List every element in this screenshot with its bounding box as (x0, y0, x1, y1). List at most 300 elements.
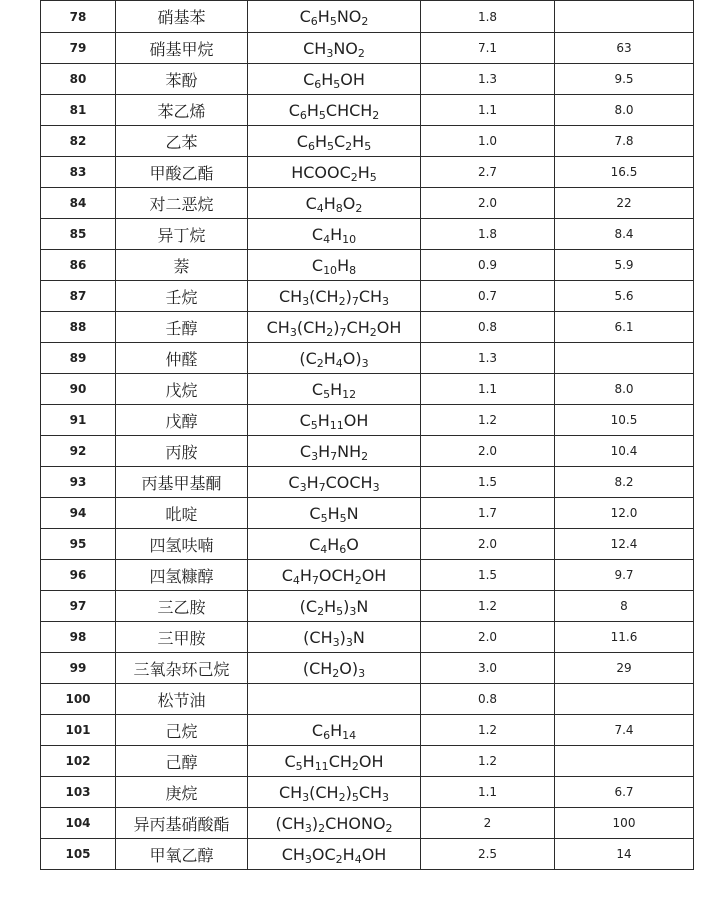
formula-subscript: 14 (342, 728, 357, 742)
formula-subscript: 2 (332, 666, 340, 680)
compound-name-cell: 甲酸乙酯 (116, 157, 248, 188)
formula-cell (248, 529, 421, 560)
lower-limit-cell: 1.8 (421, 1, 555, 33)
formula-text: ) (333, 317, 340, 337)
table-row (41, 219, 694, 250)
upper-limit-cell: 14 (555, 839, 694, 870)
upper-limit-cell: 10.5 (555, 405, 694, 436)
formula-text: NH (337, 441, 362, 461)
formula-text: H (317, 7, 330, 26)
lower-limit-cell: 1.2 (421, 405, 555, 436)
compound-name-cell: 萘 (116, 250, 248, 281)
table-row (41, 126, 694, 157)
formula-text: (CH (309, 782, 339, 802)
lower-limit-cell: 1.5 (421, 560, 555, 591)
lower-limit-cell: 1.5 (421, 467, 555, 498)
table-row (41, 95, 694, 126)
formula-text: H (330, 224, 343, 244)
row-number-cell: 82 (41, 126, 116, 157)
formula-subscript: 3 (332, 635, 340, 649)
upper-limit-cell (555, 1, 694, 33)
formula-text: H (321, 69, 334, 89)
compound-name-cell: 三氧杂环己烷 (116, 653, 248, 684)
lower-limit-cell: 1.2 (421, 746, 555, 777)
row-number-cell: 88 (41, 312, 116, 343)
formula-text: (C (299, 596, 318, 616)
upper-limit-cell: 8.4 (555, 219, 694, 250)
row-number-cell: 92 (41, 436, 116, 467)
row-number-cell: 79 (41, 33, 116, 64)
row-number-cell: 99 (41, 653, 116, 684)
formula-subscript: 4 (335, 356, 343, 370)
upper-limit-cell: 10.4 (555, 436, 694, 467)
formula-subscript: 5 (369, 170, 377, 184)
formula-subscript: 2 (369, 325, 377, 339)
formula-text: H (299, 565, 312, 585)
formula-subscript: 3 (311, 449, 319, 463)
formula-text: N (352, 627, 365, 647)
formula-text: H (327, 534, 340, 554)
formula-subscript: 10 (323, 263, 338, 277)
formula-cell (248, 64, 421, 95)
table-row (41, 33, 694, 64)
compound-name-cell: 四氢糠醇 (116, 560, 248, 591)
formula-text: C (311, 379, 324, 399)
formula-subscript: 5 (318, 108, 326, 122)
formula-text: (C (299, 348, 317, 368)
formula-text: OH (361, 565, 387, 585)
upper-limit-cell: 12.4 (555, 529, 694, 560)
formula-text: O) (342, 348, 362, 368)
upper-limit-cell: 5.9 (555, 250, 694, 281)
formula-subscript: 6 (339, 542, 347, 556)
formula-subscript: 2 (385, 821, 393, 835)
formula-subscript: 3 (304, 852, 312, 866)
formula-text: C (299, 441, 312, 461)
formula-cell (248, 281, 421, 312)
formula-text: CH (281, 844, 305, 864)
upper-limit-cell: 9.7 (555, 560, 694, 591)
table-row (41, 839, 694, 870)
formula-text: NO (336, 7, 362, 26)
formula-text: OH (340, 69, 365, 89)
lower-limit-cell: 1.0 (421, 126, 555, 157)
table-row (41, 653, 694, 684)
formula-text: (CH (303, 627, 333, 647)
table-row (41, 374, 694, 405)
formula-text: C (299, 410, 311, 430)
table-row (41, 343, 694, 374)
table-row (41, 560, 694, 591)
formula-text: CH (358, 286, 383, 306)
formula-text: H (337, 255, 350, 275)
compound-name-cell: 硝基甲烷 (116, 33, 248, 64)
formula-subscript: 5 (329, 15, 337, 28)
formula-text: CH (278, 286, 303, 306)
compound-name-cell: 苯乙烯 (116, 95, 248, 126)
formula-text: H (352, 131, 365, 151)
formula-subscript: 2 (351, 759, 359, 773)
formula-subscript: 4 (292, 573, 300, 587)
formula-cell (248, 126, 421, 157)
formula-subscript: 5 (351, 790, 359, 804)
row-number-cell: 102 (41, 746, 116, 777)
formula-cell (248, 374, 421, 405)
upper-limit-cell: 7.8 (555, 126, 694, 157)
row-number-cell: 105 (41, 839, 116, 870)
compound-name-cell: 松节油 (116, 684, 248, 715)
upper-limit-cell: 8.0 (555, 95, 694, 126)
row-number-cell: 84 (41, 188, 116, 219)
table-row (41, 715, 694, 746)
lower-limit-cell: 1.2 (421, 715, 555, 746)
row-number-cell: 87 (41, 281, 116, 312)
table-row (41, 777, 694, 808)
lower-limit-cell: 0.8 (421, 684, 555, 715)
upper-limit-cell: 63 (555, 33, 694, 64)
formula-subscript: 11 (314, 759, 329, 773)
formula-text: C (281, 565, 293, 585)
upper-limit-cell: 5.6 (555, 281, 694, 312)
formula-subscript: 11 (329, 418, 344, 432)
formula-text: OC (311, 844, 336, 864)
compound-name-cell: 己醇 (116, 746, 248, 777)
upper-limit-cell: 8.2 (555, 467, 694, 498)
formula-text: O) (339, 658, 359, 678)
formula-text: N (346, 503, 359, 523)
compound-name-cell: 丙胺 (116, 436, 248, 467)
formula-cell (248, 436, 421, 467)
formula-subscript: 3 (326, 46, 334, 60)
formula-cell (248, 219, 421, 250)
formula-subscript: 3 (372, 480, 380, 494)
formula-subscript: 2 (355, 201, 363, 215)
compound-name-cell: 异丙基硝酸酯 (116, 808, 248, 839)
formula-text: H (342, 844, 355, 864)
formula-subscript: 10 (342, 232, 357, 246)
upper-limit-cell: 6.1 (555, 312, 694, 343)
row-number-cell: 104 (41, 808, 116, 839)
formula-text: OH (358, 751, 384, 771)
formula-subscript: 2 (317, 604, 325, 618)
upper-limit-cell: 100 (555, 808, 694, 839)
row-number-cell: 95 (41, 529, 116, 560)
formula-subscript: 2 (361, 449, 369, 463)
formula-cell (248, 777, 421, 808)
formula-subscript: 3 (349, 604, 357, 618)
formula-text: OH (361, 844, 387, 864)
compound-name-cell: 对二恶烷 (116, 188, 248, 219)
formula-subscript: 7 (339, 325, 347, 339)
formula-text: CHCH (325, 100, 373, 120)
formula-cell (248, 188, 421, 219)
compound-name-cell: 己烷 (116, 715, 248, 746)
formula-subscript: 3 (382, 790, 390, 804)
table-row (41, 498, 694, 529)
lower-limit-cell: 7.1 (421, 33, 555, 64)
formula-text: HCOOC (291, 162, 351, 182)
formula-subscript: 8 (349, 263, 357, 277)
formula-subscript: 3 (345, 635, 353, 649)
formula-subscript: 6 (323, 728, 331, 742)
table-row (41, 622, 694, 653)
formula-subscript: 5 (310, 418, 318, 432)
lower-limit-cell: 2 (421, 808, 555, 839)
upper-limit-cell (555, 746, 694, 777)
formula-subscript: 8 (335, 201, 343, 215)
formula-text: ) (339, 627, 346, 647)
formula-cell (248, 715, 421, 746)
compound-name-cell: 三甲胺 (116, 622, 248, 653)
compound-name-cell: 丙基甲基酮 (116, 467, 248, 498)
row-number-cell: 81 (41, 95, 116, 126)
formula-subscript: 2 (354, 573, 362, 587)
formula-subscript: 12 (342, 387, 357, 401)
formula-cell (248, 1, 421, 33)
formula-subscript: 5 (339, 511, 347, 525)
formula-subscript: 2 (316, 356, 324, 370)
formula-text: ) (343, 596, 350, 616)
lower-limit-cell: 1.1 (421, 777, 555, 808)
formula-text: N (356, 596, 369, 616)
formula-text: H (323, 193, 336, 213)
compound-name-cell: 庚烷 (116, 777, 248, 808)
formula-subscript: 2 (338, 790, 346, 804)
row-number-cell: 96 (41, 560, 116, 591)
formula-subscript: 3 (299, 480, 307, 494)
formula-text: C (309, 534, 321, 554)
row-number-cell: 83 (41, 157, 116, 188)
formula-subscript: 2 (338, 294, 346, 308)
formula-subscript: 5 (333, 77, 341, 91)
formula-text: NO (333, 38, 358, 58)
upper-limit-cell: 9.5 (555, 64, 694, 95)
lower-limit-cell: 2.0 (421, 436, 555, 467)
upper-limit-cell: 8.0 (555, 374, 694, 405)
formula-text: C (303, 69, 315, 89)
compound-name-cell: 壬烷 (116, 281, 248, 312)
table-row (41, 281, 694, 312)
table-row (41, 684, 694, 715)
formula-text: CH (328, 751, 352, 771)
formula-subscript: 2 (335, 852, 343, 866)
formula-subscript: 4 (320, 542, 328, 556)
formula-subscript: 6 (299, 108, 307, 122)
formula-subscript: 5 (323, 387, 331, 401)
formula-subscript: 2 (345, 139, 353, 153)
upper-limit-cell: 11.6 (555, 622, 694, 653)
upper-limit-cell: 22 (555, 188, 694, 219)
formula-text: H (324, 596, 337, 616)
formula-text: CH (278, 782, 303, 802)
formula-subscript: 5 (327, 139, 334, 153)
formula-text: C (309, 503, 321, 523)
formula-text: OH (343, 410, 369, 430)
row-number-cell: 93 (41, 467, 116, 498)
formula-subscript: 7 (311, 573, 319, 587)
compound-name-cell: 戊醇 (116, 405, 248, 436)
formula-text: H (306, 472, 319, 492)
upper-limit-cell: 8 (555, 591, 694, 622)
formula-subscript: 5 (336, 604, 344, 618)
table-row (41, 312, 694, 343)
formula-text: ) (345, 286, 352, 306)
formula-cell (248, 157, 421, 188)
formula-text: (CH (275, 813, 305, 833)
row-number-cell: 85 (41, 219, 116, 250)
lower-limit-cell: 0.9 (421, 250, 555, 281)
upper-limit-cell (555, 684, 694, 715)
compound-name-cell: 硝基苯 (116, 1, 248, 33)
compound-name-cell: 乙苯 (116, 126, 248, 157)
lower-limit-cell: 2.7 (421, 157, 555, 188)
table-body (41, 1, 694, 870)
formula-text: CH (303, 38, 327, 58)
formula-text: ) (345, 782, 352, 802)
lower-limit-cell: 1.1 (421, 374, 555, 405)
table-row (41, 250, 694, 281)
formula-subscript: 6 (314, 77, 322, 91)
table-row (41, 591, 694, 622)
formula-text: H (323, 348, 336, 368)
formula-text: H (314, 131, 327, 151)
row-number-cell: 91 (41, 405, 116, 436)
formula-subscript: 6 (307, 139, 315, 153)
row-number-cell: 94 (41, 498, 116, 529)
formula-text: O (346, 534, 359, 554)
compound-name-cell: 吡啶 (116, 498, 248, 529)
formula-subscript: 2 (357, 46, 365, 60)
table-row (41, 405, 694, 436)
lower-limit-cell: 1.3 (421, 343, 555, 374)
formula-subscript: 3 (361, 356, 369, 370)
formula-text: C (311, 255, 324, 275)
formula-cell (248, 467, 421, 498)
formula-text: COCH (325, 472, 373, 492)
upper-limit-cell: 7.4 (555, 715, 694, 746)
formula-cell (248, 95, 421, 126)
formula-text: H (327, 503, 340, 523)
row-number-cell: 89 (41, 343, 116, 374)
row-number-cell: 86 (41, 250, 116, 281)
formula-text: H (302, 751, 315, 771)
row-number-cell: 97 (41, 591, 116, 622)
compound-name-cell: 三乙胺 (116, 591, 248, 622)
formula-cell (248, 33, 421, 64)
lower-limit-cell: 1.3 (421, 64, 555, 95)
table-row (41, 64, 694, 95)
formula-subscript: 3 (358, 666, 366, 680)
row-number-cell: 90 (41, 374, 116, 405)
lower-limit-cell: 1.8 (421, 219, 555, 250)
formula-subscript: 6 (310, 15, 318, 28)
formula-subscript: 7 (330, 449, 338, 463)
formula-cell (248, 498, 421, 529)
upper-limit-cell (555, 343, 694, 374)
formula-subscript: 3 (304, 821, 312, 835)
formula-cell (248, 560, 421, 591)
formula-subscript: 2 (318, 821, 326, 835)
formula-subscript: 3 (302, 294, 310, 308)
compound-name-cell: 甲氧乙醇 (116, 839, 248, 870)
lower-limit-cell: 1.7 (421, 498, 555, 529)
formula-text: C (284, 751, 296, 771)
formula-text: H (357, 162, 370, 182)
formula-text: C (296, 131, 308, 151)
formula-text: C (311, 224, 324, 244)
formula-subscript: 5 (364, 139, 372, 153)
formula-cell (248, 250, 421, 281)
formula-text: H (317, 410, 330, 430)
table-row (41, 188, 694, 219)
formula-text: (CH (309, 286, 339, 306)
compound-name-cell: 仲醛 (116, 343, 248, 374)
row-number-cell: 78 (41, 1, 116, 33)
formula-text: H (330, 720, 343, 740)
formula-text: CHONO (325, 813, 386, 833)
formula-subscript: 2 (350, 170, 358, 184)
formula-text: CH (346, 317, 370, 337)
formula-cell (248, 405, 421, 436)
table-row (41, 436, 694, 467)
formula-cell (248, 746, 421, 777)
formula-cell (248, 839, 421, 870)
formula-text: C (299, 7, 311, 26)
compound-name-cell: 壬醇 (116, 312, 248, 343)
formula-cell (248, 622, 421, 653)
chemical-table-container (40, 0, 693, 870)
table-row (41, 808, 694, 839)
formula-subscript: 3 (289, 325, 297, 339)
formula-cell (248, 808, 421, 839)
table-row (41, 467, 694, 498)
formula-subscript: 4 (316, 201, 324, 215)
formula-text: (CH (296, 317, 327, 337)
formula-subscript: 7 (318, 480, 326, 494)
lower-limit-cell: 1.2 (421, 591, 555, 622)
formula-cell (248, 653, 421, 684)
upper-limit-cell: 6.7 (555, 777, 694, 808)
table-row (41, 1, 694, 33)
formula-cell (248, 591, 421, 622)
formula-text: OCH (318, 565, 355, 585)
compound-name-cell: 四氢呋喃 (116, 529, 248, 560)
formula-text: H (330, 379, 343, 399)
row-number-cell: 103 (41, 777, 116, 808)
compound-name-cell: 异丁烷 (116, 219, 248, 250)
formula-subscript: 4 (323, 232, 331, 246)
upper-limit-cell: 12.0 (555, 498, 694, 529)
formula-text: C (305, 193, 317, 213)
lower-limit-cell: 2.0 (421, 188, 555, 219)
compound-name-cell: 戊烷 (116, 374, 248, 405)
formula-text: H (318, 441, 331, 461)
lower-limit-cell: 1.1 (421, 95, 555, 126)
formula-subscript: 5 (295, 759, 303, 773)
formula-text: CH (266, 317, 290, 337)
formula-subscript: 2 (361, 15, 369, 28)
table-row (41, 746, 694, 777)
row-number-cell: 100 (41, 684, 116, 715)
formula-cell (248, 343, 421, 374)
formula-text: H (306, 100, 319, 120)
upper-limit-cell: 29 (555, 653, 694, 684)
lower-limit-cell: 3.0 (421, 653, 555, 684)
formula-subscript: 4 (354, 852, 362, 866)
lower-limit-cell: 0.8 (421, 312, 555, 343)
formula-subscript: 5 (320, 511, 328, 525)
formula-subscript: 3 (382, 294, 390, 308)
